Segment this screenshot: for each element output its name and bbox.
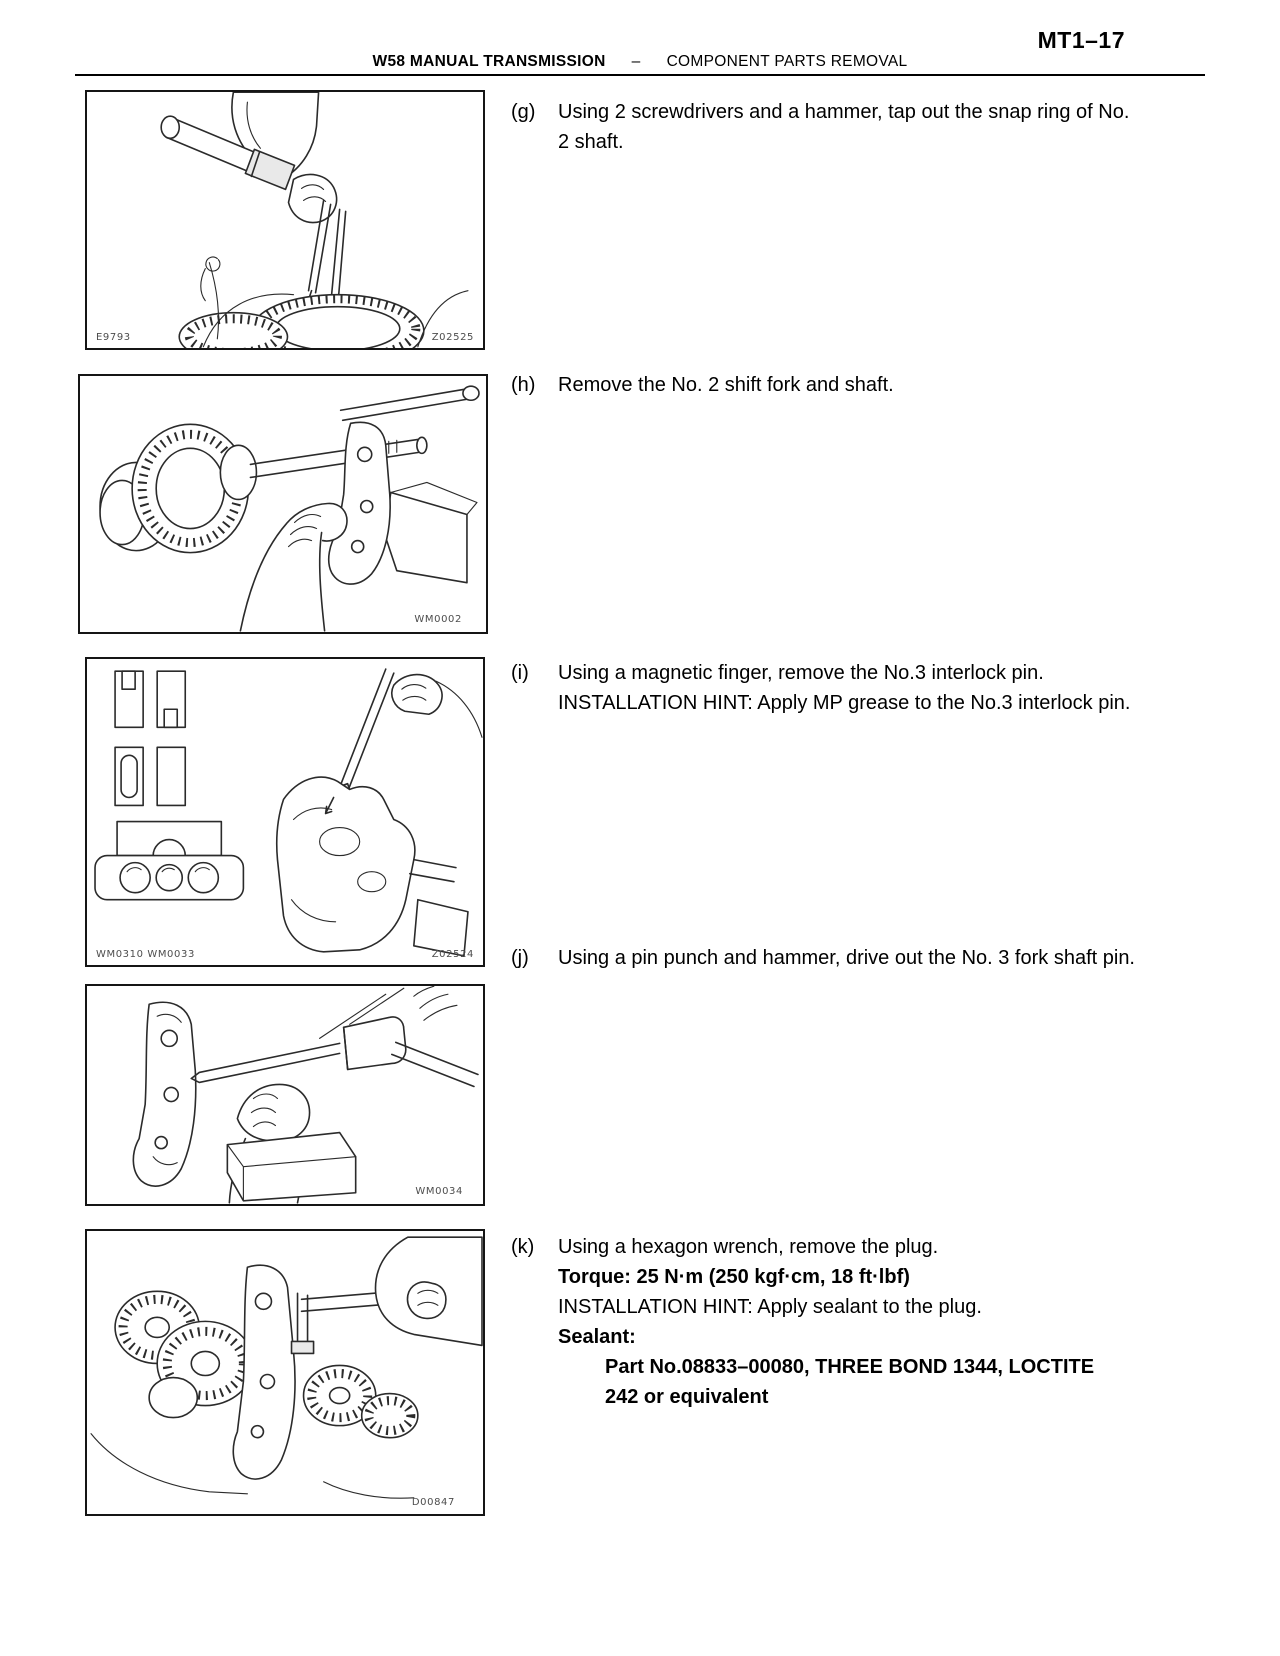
step-g-label: (g) — [511, 101, 536, 123]
step-i — [511, 658, 1146, 718]
step-k-torque-spec: Torque: 25 N·m (250 kgf·cm, 18 ft·lbf) — [558, 1266, 910, 1288]
section-title: COMPONENT PARTS REMOVAL — [666, 53, 908, 70]
step-i-installation-hint: INSTALLATION HINT: Apply MP grease to the No.3 interlock pin. — [558, 692, 1131, 714]
figure-code: Z02525 — [431, 332, 474, 343]
figure-interlock-pin-removal — [85, 657, 485, 967]
page-number: MT1–17 — [1037, 27, 1125, 53]
manual-title: W58 MANUAL TRANSMISSION — [372, 53, 606, 70]
running-header — [75, 53, 1205, 71]
figure-code: D00847 — [411, 1497, 455, 1508]
figure-h-illustration — [80, 376, 486, 632]
step-g-text: Using 2 screwdrivers and a hammer, tap out the snap ring of No. 2 shaft. — [558, 101, 1130, 153]
figure-snap-ring-removal — [85, 90, 485, 350]
header-separator: – — [631, 53, 641, 70]
step-k-label: (k) — [511, 1236, 535, 1258]
figure-k-illustration — [87, 1231, 483, 1514]
step-h — [511, 370, 1146, 400]
step-j-text: Using a pin punch and hammer, drive out the No. 3 fork shaft pin. — [558, 947, 1135, 969]
figure-code: WM0002 — [414, 614, 462, 625]
step-g — [511, 97, 1146, 157]
figure-shift-fork-removal — [78, 374, 488, 634]
figure-plug-removal — [85, 1229, 485, 1516]
figure-fork-shaft-pin-removal — [85, 984, 485, 1206]
step-h-text: Remove the No. 2 shift fork and shaft. — [558, 374, 894, 396]
figure-code: Z02524 — [431, 949, 474, 960]
figure-code: E9793 — [96, 332, 131, 343]
figure-code: WM0310 WM0033 — [96, 949, 195, 960]
step-k-text: Using a hexagon wrench, remove the plug. — [558, 1236, 939, 1258]
step-k-sealant-spec: Part No.08833–00080, THREE BOND 1344, LOCTITE 242 or equivalent — [605, 1356, 1095, 1408]
step-i-text: Using a magnetic finger, remove the No.3 interlock pin. — [558, 662, 1044, 684]
step-k-installation-hint: INSTALLATION HINT: Apply sealant to the plug. — [558, 1296, 982, 1318]
figure-i-illustration — [87, 659, 483, 965]
figure-code: WM0034 — [415, 1186, 463, 1197]
figure-j-illustration — [87, 986, 483, 1204]
step-k-sealant-label: Sealant: — [558, 1326, 636, 1348]
step-i-label: (i) — [511, 662, 529, 684]
header-rule — [75, 74, 1205, 76]
step-h-label: (h) — [511, 374, 536, 396]
step-j — [511, 943, 1146, 973]
step-j-label: (j) — [511, 947, 529, 969]
step-k — [511, 1232, 1146, 1412]
figure-g-illustration — [87, 92, 483, 348]
